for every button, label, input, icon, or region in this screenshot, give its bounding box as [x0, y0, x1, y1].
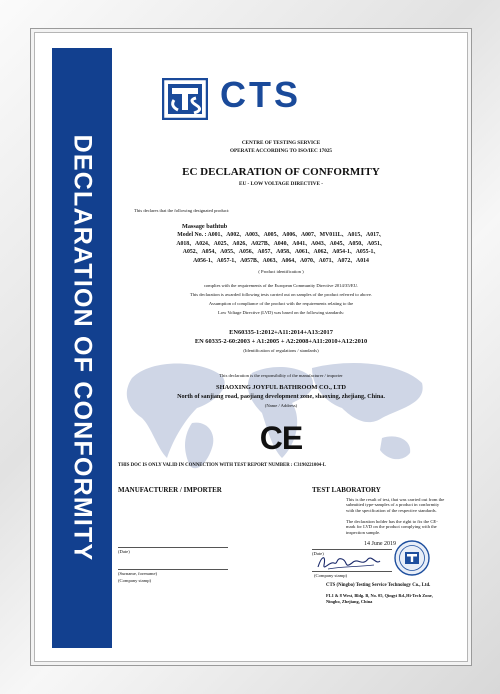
left-stamp-label: (Company stamp) — [118, 578, 152, 583]
model-line: A052、A054、A055、A056、A057、A058、A061、A062、A054-1、A055-1、 — [182, 249, 380, 256]
compliance-line-3: Assumption of compliance of the product with the requirements relating to the — [208, 301, 354, 306]
standards-label: (Identification of regulations / standards) — [243, 348, 319, 353]
lab-company: CTS (Ningbo) Testing Service Technology Co., Ltd. — [326, 583, 431, 588]
compliance-line-4: Low Voltage Directive (LVD) was based on the following standards: — [217, 310, 345, 315]
lab-result-text: This is the result of test, that was carried out from the submitted type-samples of a product in conformity with the specification of the respective standards. — [346, 497, 445, 513]
model-list — [114, 231, 448, 265]
logo-wordmark: CTS — [220, 74, 301, 115]
manufacturer-name: SHAOXING JOYFUL BATHROOM CO., LTD — [216, 384, 346, 391]
standard-2: EN 60335-2-60:2003 + A1:2005 + A2:2008+A11:2010+A12:2010 — [194, 338, 368, 345]
model-line: Model No. : A001、A002、A003、A005、A006、A007、MV011L、A015、A017、 — [177, 232, 385, 238]
right-date-label: (Date) — [312, 551, 324, 556]
manufacturer-heading: MANUFACTURER / IMPORTER — [118, 486, 222, 494]
right-stamp-label: (Company stamp) — [314, 573, 348, 578]
left-name-label: (Surname, forename) — [118, 571, 158, 576]
name-line-left — [118, 569, 228, 570]
left-date-label: (Date) — [118, 549, 130, 554]
doc-subtitle: EU - LOW VOLTAGE DIRECTIVE - — [238, 181, 324, 187]
signature-icon — [314, 551, 384, 573]
responsibility-text: This declaration is the responsibility of the manufacturer / importer — [219, 373, 343, 378]
certificate-paper — [52, 48, 448, 648]
lab-right-text: The declaration holder has the right to fix the CE-mark for LVD on the product complying with the inspection sample. — [346, 519, 438, 535]
date-line-left — [118, 547, 228, 548]
side-band — [52, 48, 112, 648]
address-label: (Name / Address) — [264, 403, 298, 408]
manufacturer-address: North of sanjiang road, paojiang development zone, shaoxing, zhejiang, China. — [177, 393, 385, 400]
compliance-line-2: This declaration is awarded following tests carried out on samples of the product referred to above. — [189, 292, 373, 297]
signature-line — [312, 571, 392, 572]
centre-line-2: OPERATE ACCORDING TO ISO/IEC 17025 — [229, 148, 333, 154]
validity-statement: THIS DOC IS ONLY VALID IN CONNECTION WITH TEST REPORT NUMBER : C3190221004-L — [118, 463, 326, 468]
band-title: DECLARATION OF CONFORMITY — [68, 134, 97, 562]
lab-date: 14 June 2019 — [364, 541, 396, 547]
cts-seal-icon — [394, 540, 430, 576]
doc-title: EC DECLARATION OF CONFORMITY — [182, 166, 380, 178]
model-line: A018、A024、A025、A026、A027B、A040、A041、A043、A045、A050、A051、 — [176, 240, 386, 247]
model-line: A056-1、A057-1、A057B、A063、A064、A070、A071、A072、A014 — [193, 257, 369, 264]
compliance-line-1: complies with the requirements of the European Community Directive 2014/35/EU. — [203, 283, 359, 288]
intro-text: This declares that the following designated product: — [134, 208, 230, 213]
date-line-right — [312, 549, 392, 550]
standard-1: EN60335-1:2012+A11:2014+A13:2017 — [229, 329, 333, 336]
product-identification-label: ( Product identification ) — [258, 269, 304, 274]
ce-mark: CE — [259, 420, 303, 456]
laboratory-heading: TEST LABORATORY — [312, 486, 381, 494]
centre-line-1: CENTRE OF TESTING SERVICE — [241, 140, 321, 146]
certificate-content — [114, 48, 448, 648]
lab-address: FL1 & 8 West, Bldg. B, No. 05, Qingyi Rd.,Hi-Tech Zone, Ningbo, Zhejiang, China — [326, 593, 433, 604]
product-name: Massage bathtub — [182, 223, 228, 230]
